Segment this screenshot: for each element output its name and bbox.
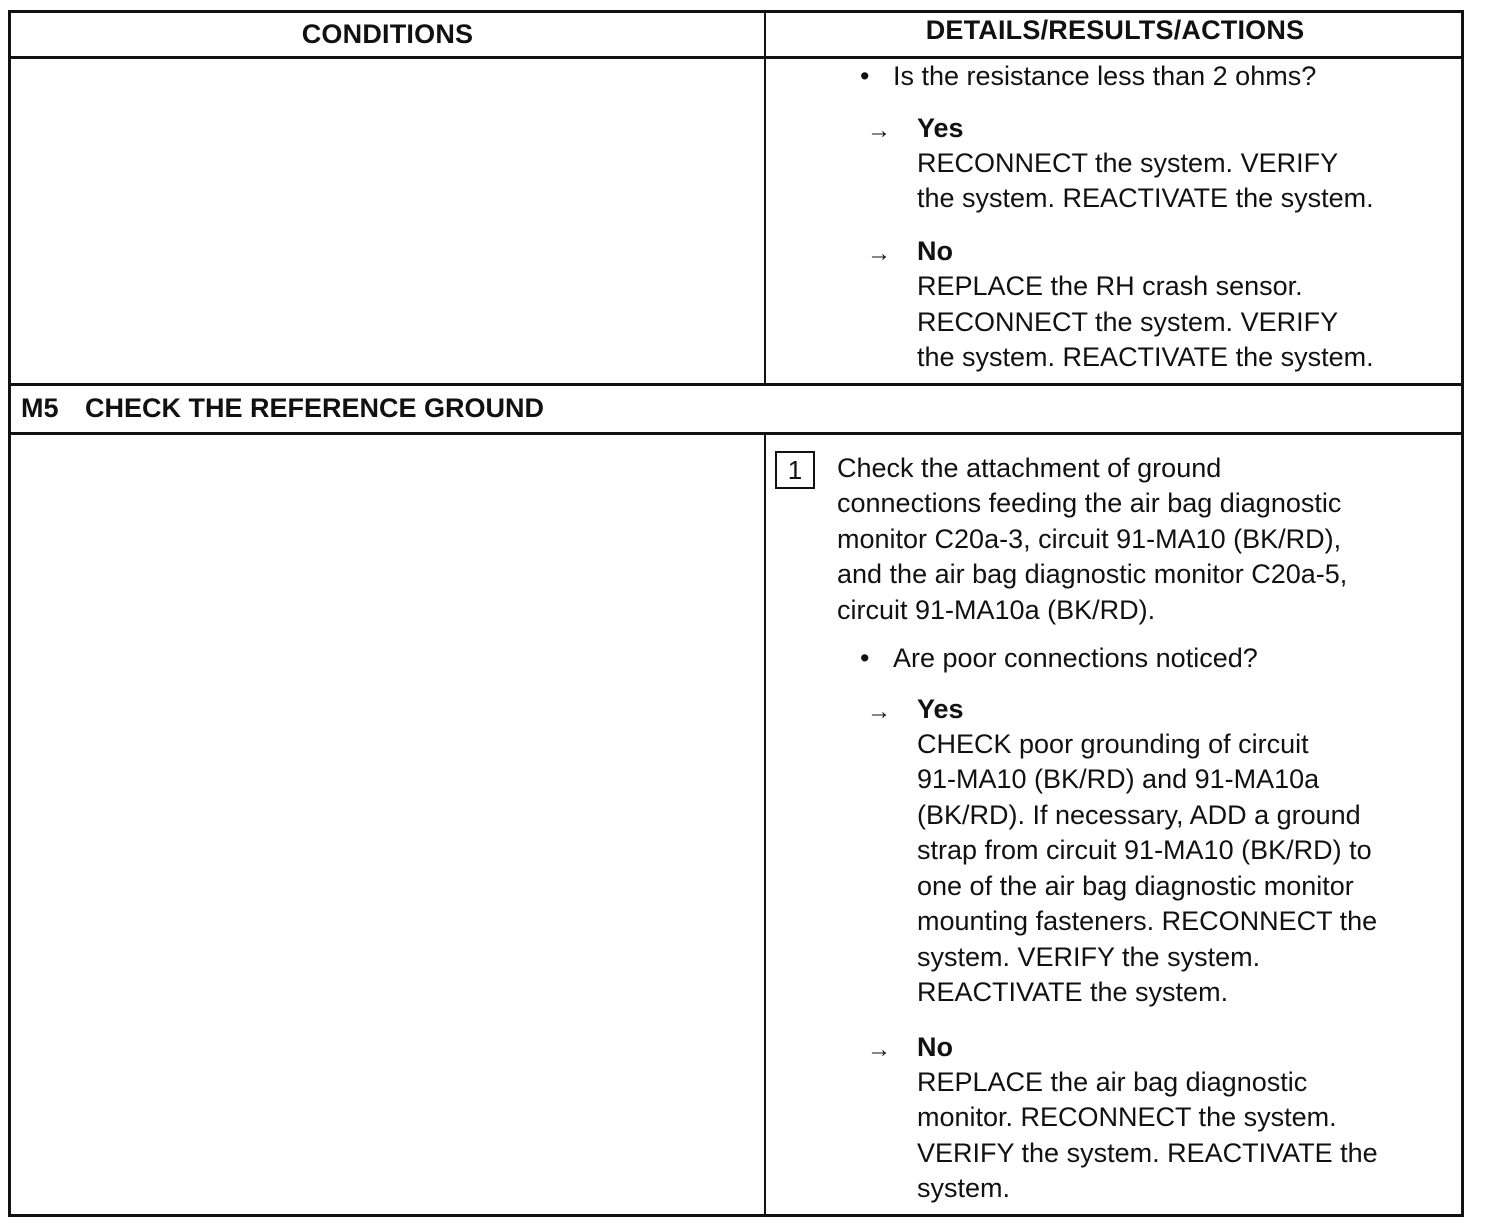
- yes-arrow-icon: →: [867, 698, 891, 725]
- yes-arrow-icon: →: [867, 117, 891, 144]
- step-instruction-line: monitor C20a-3, circuit 91-MA10 (BK/RD),: [837, 524, 1342, 554]
- no-action-line: monitor. RECONNECT the system.: [917, 1102, 1337, 1132]
- section-title: CHECK THE REFERENCE GROUND: [85, 393, 545, 423]
- no-action-line: RECONNECT the system. VERIFY: [917, 307, 1339, 337]
- section-top-divider: [11, 383, 1461, 386]
- yes-label: Yes: [917, 113, 964, 143]
- yes-action-line: RECONNECT the system. VERIFY: [917, 148, 1339, 178]
- yes-action-line: mounting fasteners. RECONNECT the: [917, 906, 1378, 936]
- bullet-marker: •: [860, 61, 870, 91]
- resistance-question: Is the resistance less than 2 ohms?: [893, 61, 1317, 91]
- step-instruction-line: and the air bag diagnostic monitor C20a-5,: [837, 559, 1348, 589]
- no-arrow-icon: →: [867, 1036, 891, 1063]
- step-instruction-line: Check the attachment of ground: [837, 453, 1222, 483]
- no-action-line: system.: [917, 1173, 1011, 1203]
- no-action-line: REPLACE the RH crash sensor.: [917, 271, 1303, 301]
- no-label: No: [917, 236, 953, 266]
- step-instruction-line: connections feeding the air bag diagnostic: [837, 488, 1342, 518]
- column-divider-upper: [764, 13, 766, 386]
- yes-action-line: REACTIVATE the system.: [917, 977, 1229, 1007]
- section-code: M5: [21, 393, 59, 423]
- yes-action-line: (BK/RD). If necessary, ADD a ground: [917, 800, 1361, 830]
- section-heading-m5: [21, 393, 544, 424]
- no-action-line: the system. REACTIVATE the system.: [917, 342, 1374, 372]
- header-conditions: CONDITIONS: [301, 19, 474, 49]
- step-number-box: 1: [775, 451, 815, 489]
- yes-action-line: strap from circuit 91-MA10 (BK/RD) to: [917, 835, 1372, 865]
- step-instruction-line: circuit 91-MA10a (BK/RD).: [837, 595, 1156, 625]
- section-bottom-divider: [11, 432, 1461, 435]
- no-arrow-icon: →: [867, 240, 891, 267]
- no-action-line: VERIFY the system. REACTIVATE the: [917, 1138, 1378, 1168]
- diagnostic-table: [8, 10, 1464, 1217]
- yes-label: Yes: [917, 694, 964, 724]
- no-label: No: [917, 1032, 953, 1062]
- yes-action-line: system. VERIFY the system.: [917, 942, 1261, 972]
- yes-action-line: the system. REACTIVATE the system.: [917, 183, 1374, 213]
- bullet-marker: •: [860, 643, 870, 673]
- header-details: DETAILS/RESULTS/ACTIONS: [925, 15, 1305, 45]
- no-action-line: REPLACE the air bag diagnostic: [917, 1067, 1308, 1097]
- yes-action-line: one of the air bag diagnostic monitor: [917, 871, 1354, 901]
- connections-question: Are poor connections noticed?: [893, 643, 1258, 673]
- yes-action-line: CHECK poor grounding of circuit: [917, 729, 1309, 759]
- column-divider-lower: [764, 432, 766, 1214]
- yes-action-line: 91-MA10 (BK/RD) and 91-MA10a: [917, 764, 1320, 794]
